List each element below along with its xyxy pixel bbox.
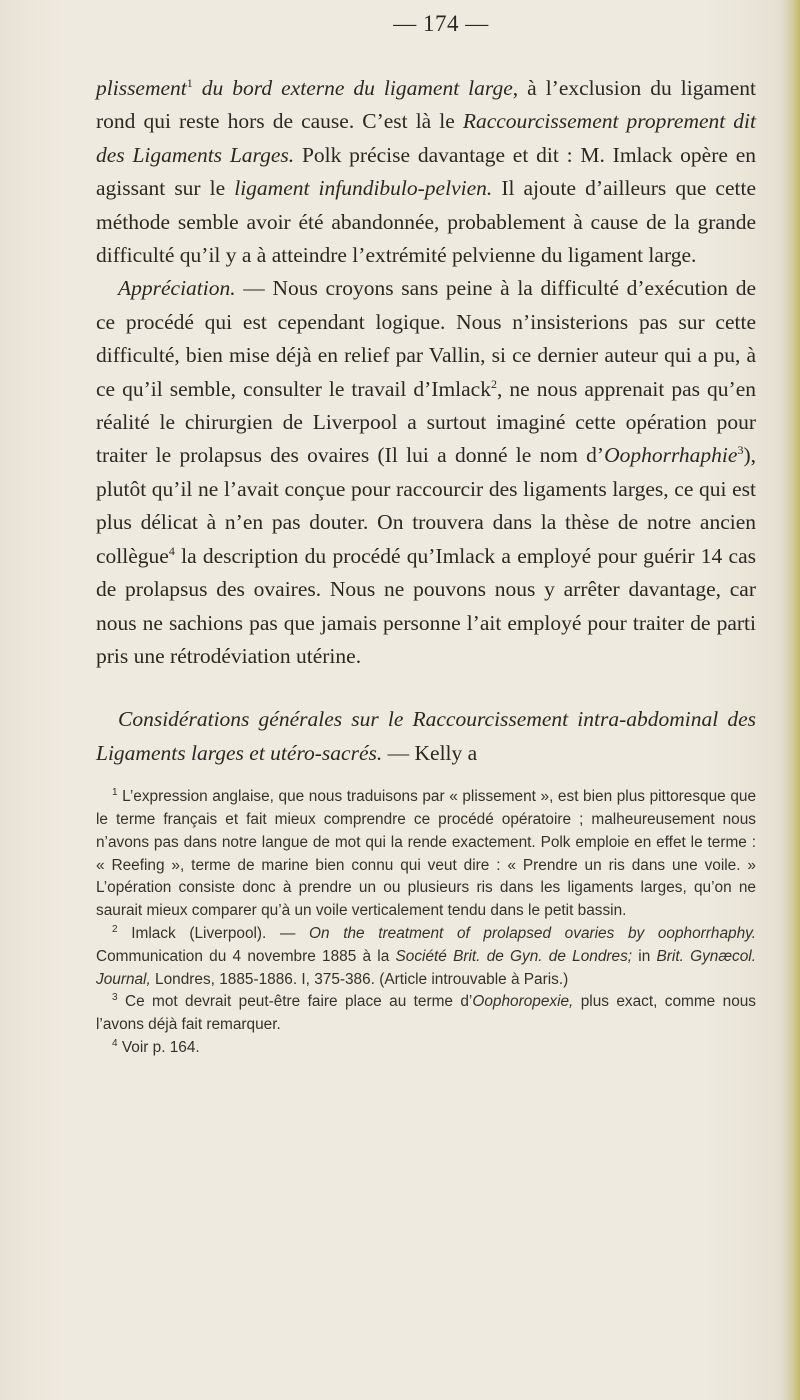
text-run: , à l’exclusion du ligament rond qui reste hors de cause. C’est là le (96, 76, 756, 134)
footnote-term: Oophoropexie, (472, 993, 574, 1011)
footnote-3 (96, 991, 756, 1037)
text-run: Il ajoute d’ailleurs que cette méthode semble avoir été abandonnée, probablement à cause de la grande difficulté qu’il y a à atteindre l’extrémité pelvienne du ligament large. (96, 176, 756, 268)
text-run: — Nous croyons sans peine à la difficulté d’exécution de ce procédé qui est cependant logique. Nous n’insisterions pas sur cette difficulté, bien mise déjà en relief par Vallin, si ce dernier auteur qui a pu, à ce qu’il semble, consulter le travail d’Imlack (96, 276, 756, 401)
section-heading-considerations: Considérations générales sur le Raccourcissement intra-abdominal des Ligaments larges et utéro-sacrés. (96, 707, 756, 765)
paragraph-2 (96, 272, 756, 673)
footnote-text: in (632, 947, 657, 965)
paragraph-3 (96, 703, 756, 770)
footnote-number: 1 (112, 787, 118, 798)
footnote-ref: 3 (737, 443, 744, 458)
footnote-title: On the treatment of prolapsed ovaries by oophorrhaphy. (309, 924, 756, 942)
footnote-text: Imlack (Liverpool). — (117, 924, 310, 942)
footnote-1 (96, 786, 756, 923)
footnotes (96, 786, 756, 1060)
text-run: Polk précise davantage et dit : M. Imlack opère en agissant sur le (96, 142, 756, 201)
italic-term: ligament infundibulo-pelvien. (234, 176, 493, 201)
paragraph-1 (96, 72, 756, 272)
page-edge-shadow (782, 0, 800, 1400)
text-run: , ne nous apprenait pas qu’en réalité le chirurgien de Liverpool a surtout imaginé cette opération pour traiter le prolapsus des ovaires (Il lui a donné le nom d’ (96, 376, 757, 468)
footnote-journal: Brit. Gynæcol. Journal, (96, 947, 756, 988)
footnote-text: plus exact, comme nous l’avons déjà fait remarquer. (96, 993, 757, 1034)
text-run: la description du procédé qu’Imlack a employé pour guérir 14 cas de prolapsus des ovaires. Nous ne pouvons nous y arrêter davantage, car nous ne sachions pas que jamais personne l’ait employé pour traiter de parti pris une rétrodéviation utérine. (96, 543, 756, 668)
footnote-text: L’expression anglaise, que nous traduisons par « plissement », est bien plus pittoresque que le terme français et fait mieux comprendre ce procédé opératoire ; malheureusement nous n’avons pas dans notre langue de mot qui la rende exactement. Polk emploie en effet le terme : « Reefing », terme de marine bien connu qui veut dire : « Prendre un ris dans une voile. » L’opération consiste donc à prendre un ou plusieurs ris dans les ligaments larges, qu’on ne saurait mieux comparer qu’à un voile verticalement tendu dans le petit bassin. (96, 788, 756, 920)
page-number: — 174 — (393, 11, 489, 36)
text-run: ), plutôt qu’il ne l’avait conçue pour raccourcir des ligaments larges, ce qui est plus délicat à n’en pas douter. On trouvera dans la thèse de notre ancien collègue (96, 443, 756, 568)
text-run: — Kelly a (382, 740, 478, 765)
footnote-text: Voir p. 164. (117, 1038, 200, 1056)
page-content (96, 10, 756, 1060)
section-heading-appreciation: Appréciation. (118, 276, 236, 301)
footnote-number: 2 (112, 923, 118, 935)
footnote-4 (96, 1037, 756, 1060)
main-text (96, 72, 756, 770)
footnote-society: Société Brit. de Gyn. de Londres; (395, 947, 633, 965)
footnote-text: Communication du 4 novembre 1885 à la (96, 947, 396, 965)
footnote-text: Londres, 1885-1886. I, 375-386. (Article introuvable à Paris.) (150, 970, 569, 988)
footnote-number: 4 (112, 1037, 118, 1049)
footnote-ref: 4 (168, 543, 175, 558)
footnote-text: Ce mot devrait peut-être faire place au terme d’ (117, 993, 473, 1011)
italic-term: Oophorrhaphie (604, 443, 738, 468)
footnote-ref: 2 (490, 376, 497, 391)
italic-term: Raccourcissement proprement dit des Ligaments Larges. (96, 109, 757, 167)
italic-term: plissement (96, 76, 187, 100)
italic-term: du bord externe du ligament large (201, 76, 513, 100)
footnote-ref: 1 (186, 75, 193, 90)
footnote-number: 3 (112, 992, 118, 1004)
footnote-2 (96, 923, 756, 991)
